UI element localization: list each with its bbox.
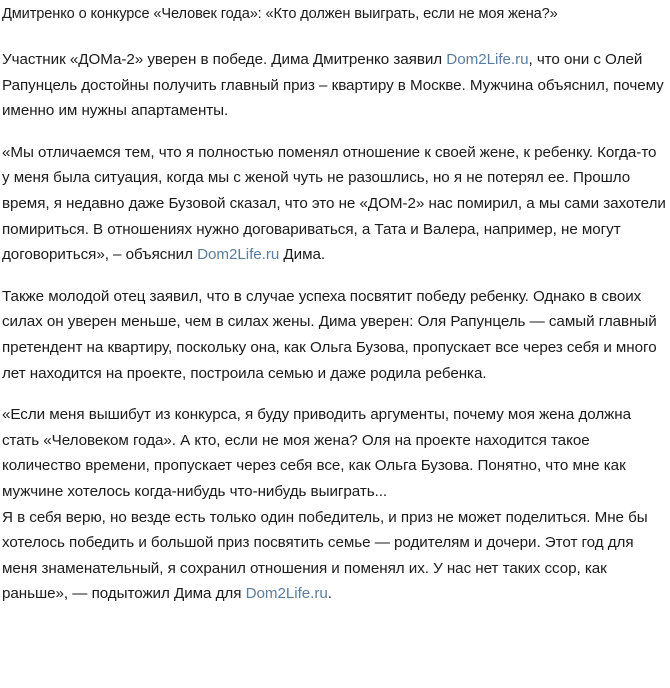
article-paragraph-quote-2: «Если меня вышибут из конкурса, я буду приводить аргументы, почему моя жена должна стать «Человеком года». А кто, если не моя жена? Оля на проекте находится такое количество времени, пропускает через себя все, как Ольга Бузова. Понятно, что мне как мужчине хотелось когда-нибудь что-нибудь выиграть... — [2, 406, 632, 500]
spacer — [2, 124, 668, 140]
article-paragraph-body-2: Также молодой отец заявил, что в случае успеха посвятит победу ребенку. Однако в своих силах он уверен меньше, чем в силах жены. Дима уверен: Оля Рапунцель — самый главный претендент на квартиру, поскольку она, как Ольга Бузова, пропускает все через себя и много лет находится на проекте, построила семью и даже родила ребенка. — [2, 287, 657, 382]
paragraph-text-segment: Участник «ДОМа-2» уверен в победе. Дима Дмитренко заявил — [2, 51, 447, 68]
paragraph-text-segment: . — [327, 585, 332, 603]
article-paragraph-intro — [2, 47, 668, 124]
page-title: Дмитренко о конкурсе «Человек года»: «Кто должен выиграть, если не моя жена?» — [2, 6, 558, 22]
spacer — [2, 386, 668, 402]
paragraph-text-segment: Дима. — [279, 246, 326, 264]
spacer — [2, 268, 668, 284]
article-paragraph-quote-1 — [2, 140, 668, 268]
paragraph-text-segment: Я в себя верю, но везде есть только один победитель, и приз не может поделиться. Мне бы хотелось победить и большой приз посвятить семье — родителям и дочери. Этот год для меня знаменательный, я сохранил отношения и поменял их. У нас нет таких ссор, как раньше», — подытожил Дима для — [2, 508, 648, 603]
paragraph-text-segment: «Мы отличаемся тем, что я полностью поменял отношение к своей жене, к ребенку. Когда-то у меня была ситуация, когда мы с женой чуть не разошлись, но я не потерял ее. Прошло время, я недавно даже Бузовой сказал, что это не «ДОМ-2» нас помирил, а мы сами захотели помириться. В отношениях нужно договариваться, а Тата и Валера, например, не могут договориться», – объяснил — [2, 143, 666, 264]
paragraph-text-segment: , что они с Олей Рапунцель достойны получить главный приз – квартиру в Москве. Мужчина объяснил, почему именно им нужны апартаменты. — [2, 51, 664, 120]
article-paragraph-quote-3 — [2, 505, 668, 607]
dom2life-link[interactable]: Dom2Life.ru — [245, 585, 328, 603]
dom2life-link[interactable]: Dom2Life.ru — [197, 246, 280, 264]
spacer — [2, 30, 668, 47]
dom2life-link[interactable]: Dom2Life.ru — [446, 51, 529, 68]
